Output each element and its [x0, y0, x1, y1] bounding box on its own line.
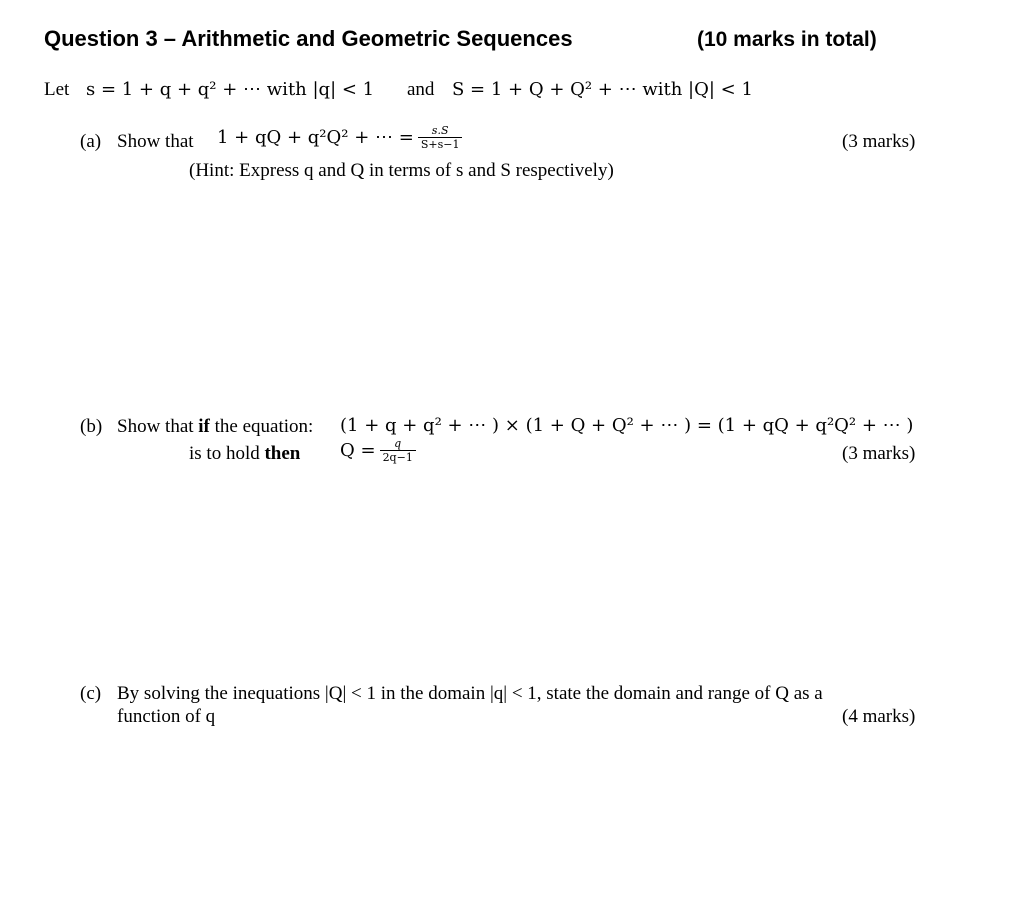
part-b-Q-equals: Q =: [340, 440, 376, 461]
part-a-formula: [217, 124, 462, 151]
part-c-line2: function of q: [117, 706, 216, 727]
part-b-fraction: [380, 437, 416, 464]
part-a-text: Show that: [117, 131, 194, 152]
intro-let: Let: [44, 79, 70, 100]
part-a-fraction: [418, 124, 463, 151]
part-b-frac-numerator: q: [394, 437, 402, 450]
part-b-line2: [189, 443, 300, 465]
part-b-marks: (3 marks): [842, 443, 916, 464]
part-b-equation: (1 + q + q² + ⋯ ) × (1 + Q + Q² + ⋯ ) = (1 + qQ + q²Q² + ⋯ ): [340, 415, 914, 436]
part-c-line1: By solving the inequations |Q| < 1 in the domain |q| < 1, state the domain and range of Q as a: [117, 683, 823, 704]
part-b-frac-denominator: 2q−1: [380, 450, 416, 464]
part-a-expression: 1 + qQ + q²Q² + ⋯ =: [217, 127, 414, 148]
part-b-line2-text: is to hold: [189, 443, 265, 464]
question-title: Question 3 – Arithmetic and Geometric Sequences: [44, 26, 573, 51]
total-marks: (10 marks in total): [697, 28, 877, 51]
part-c-marks: (4 marks): [842, 706, 916, 727]
part-b-formula: [340, 437, 416, 464]
part-a-frac-numerator: s.S: [431, 124, 449, 137]
part-b-text: [117, 416, 313, 438]
part-a-label: (a): [80, 131, 102, 152]
part-b-text-1: Show that: [117, 416, 199, 437]
intro-and: and: [407, 79, 435, 100]
part-a-frac-denominator: S+s−1: [418, 137, 463, 151]
part-a-hint: (Hint: Express q and Q in terms of s and S respectively): [189, 160, 614, 181]
part-b-label: (b): [80, 416, 103, 437]
part-b-text-2: the equation:: [209, 416, 314, 437]
part-b-bold-if: if: [198, 416, 210, 437]
part-b-bold-then: then: [264, 443, 301, 464]
s-definition: s = 1 + q + q² + ⋯ with |q| < 1: [86, 79, 375, 100]
S-definition: S = 1 + Q + Q² + ⋯ with |Q| < 1: [452, 79, 753, 100]
part-c-label: (c): [80, 683, 102, 704]
part-a-marks: (3 marks): [842, 131, 916, 152]
